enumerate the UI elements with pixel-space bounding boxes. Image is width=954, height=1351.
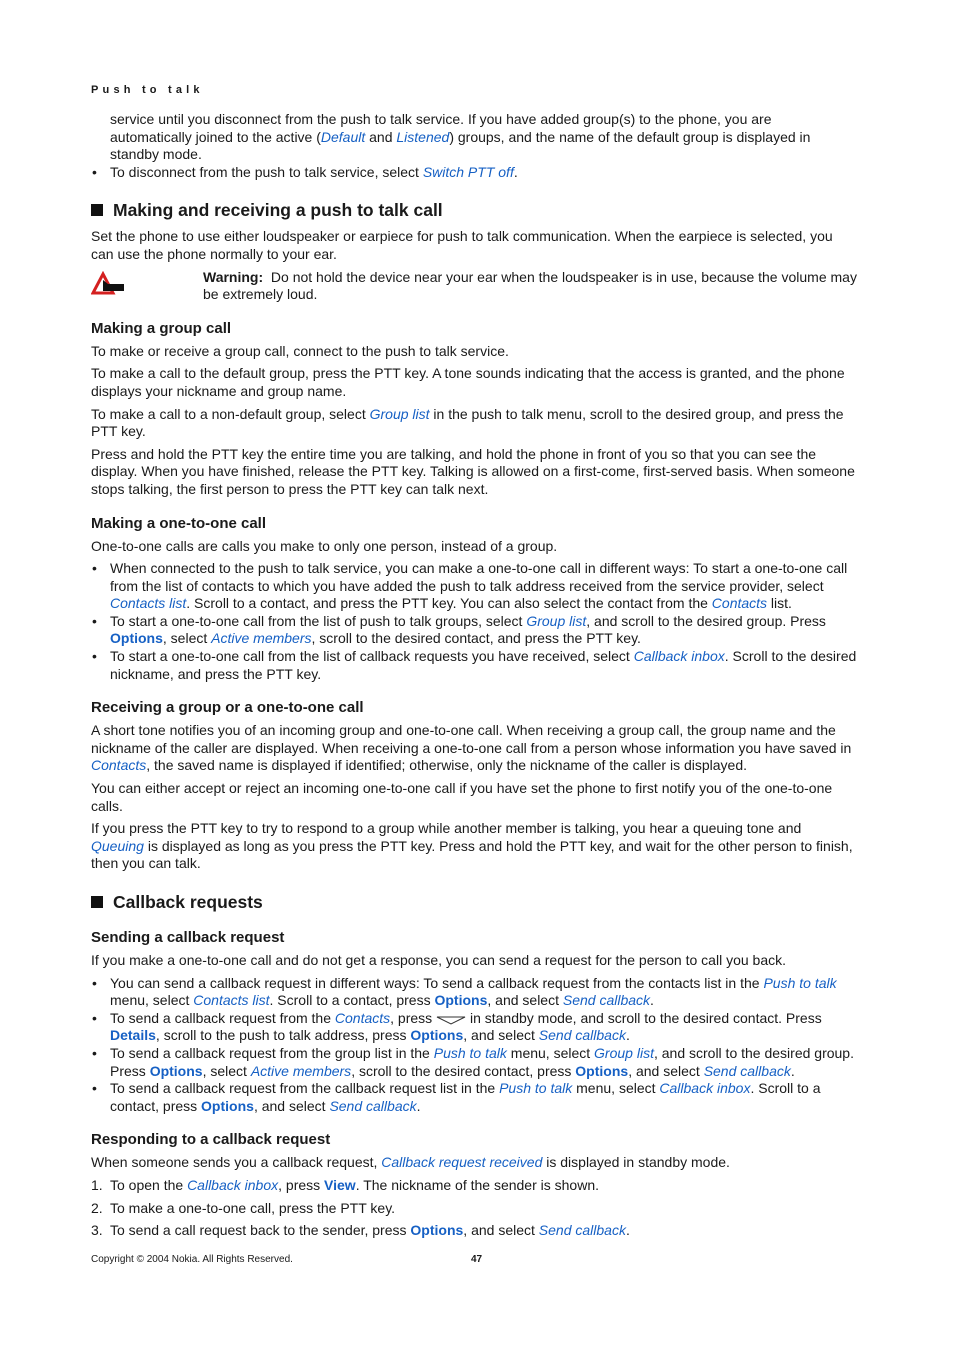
copyright: Copyright © 2004 Nokia. All Rights Reserved. [91, 1254, 293, 1265]
key-options[interactable]: Options [410, 1222, 464, 1239]
list-item [91, 1222, 857, 1240]
text: , and select [463, 1222, 539, 1239]
subsection-heading: Sending a callback request [91, 929, 285, 946]
link-send-callback[interactable]: Send callback [703, 1062, 791, 1079]
list-item [91, 1045, 857, 1080]
subsection-heading: Making a one-to-one call [91, 514, 267, 532]
paragraph [91, 820, 857, 873]
key-options[interactable]: Options [410, 1027, 464, 1044]
link-push-to-talk[interactable]: Push to talk [499, 1080, 573, 1097]
text: . Scroll to a contact, press [110, 1080, 821, 1114]
list-item [91, 1177, 857, 1195]
link-switch-ptt-off[interactable]: Switch PTT off [422, 163, 514, 180]
page-content [91, 111, 857, 1245]
text: menu, select [110, 992, 194, 1009]
list-item [91, 560, 857, 613]
paragraph [91, 1154, 857, 1172]
link-contacts[interactable]: Contacts [91, 757, 147, 774]
list-item [91, 975, 857, 1010]
text: , and scroll to the desired group. Press [586, 612, 826, 629]
text: To send a callback request from the [110, 1009, 335, 1026]
text: in the push to talk menu, scroll to the desired group, and press the PTT key. [91, 405, 844, 440]
link-contacts-list[interactable]: Contacts list [193, 992, 270, 1009]
list-item [91, 1080, 857, 1115]
text: To send a callback request from the group list in the [110, 1044, 434, 1061]
menu-key-icon [436, 1015, 466, 1025]
section-title: Callback requests [113, 892, 263, 912]
link-send-callback[interactable]: Send callback [562, 992, 651, 1009]
text: , the saved name is displayed if identified; otherwise, only the nickname of the caller is displayed. [146, 757, 748, 774]
text: If you press the PTT key to try to respond to a group while another member is talking, you hear a queuing tone and [91, 820, 802, 837]
intro-list [91, 164, 857, 182]
link-send-callback[interactable]: Send callback [538, 1222, 626, 1239]
text: , select [162, 630, 212, 647]
paragraph: To make a call to the default group, press the PTT key. A tone sounds indicating that the access is granted, and the phone displays your nickname and group name. [91, 365, 845, 399]
subsection-heading: Responding to a callback request [91, 1131, 331, 1149]
subsection-heading: Making a group call [91, 319, 232, 337]
link-contacts-list[interactable]: Contacts list [110, 595, 187, 612]
link-active-members[interactable]: Active members [211, 630, 312, 647]
warning-label: Warning: [203, 268, 264, 285]
link-contacts[interactable]: Contacts [711, 595, 768, 612]
text: , and select [463, 1027, 539, 1044]
paragraph [91, 406, 857, 441]
text: To disconnect from the push to talk service, select [110, 163, 423, 180]
bullet-list [91, 975, 857, 1116]
key-options[interactable]: Options [110, 630, 163, 647]
text: is displayed in standby mode. [542, 1154, 730, 1171]
paragraph: If you make a one-to-one call and do not get a response, you can send a request for the person to call you back. [91, 952, 786, 968]
running-header: Push to talk [91, 84, 204, 96]
link-push-to-talk[interactable]: Push to talk [433, 1044, 507, 1061]
section-heading [91, 199, 857, 221]
link-queuing[interactable]: Queuing [91, 837, 144, 854]
text: in standby mode, and scroll to the desired contact. Press [466, 1009, 822, 1026]
link-group-list[interactable]: Group list [526, 612, 587, 629]
key-options[interactable]: Options [434, 992, 488, 1009]
text: . [650, 992, 654, 1009]
text: . [625, 1222, 630, 1239]
key-options[interactable]: Options [575, 1062, 629, 1079]
text: . [625, 1027, 630, 1044]
key-options[interactable]: Options [149, 1062, 203, 1079]
text: , and select [253, 1097, 330, 1114]
paragraph: You can either accept or reject an incoming one-to-one call if you have set the phone to first notify you of the one-to-one calls. [91, 780, 833, 814]
text: menu, select [506, 1044, 595, 1061]
page-number: 47 [471, 1254, 483, 1265]
text: . Scroll to a contact, press [269, 992, 435, 1009]
text: list. [767, 595, 792, 612]
list-item [91, 1010, 857, 1045]
paragraph: Set the phone to use either loudspeaker or earpiece for push to talk communication. When the earpiece is selected, you can use the phone normally to your ear. [91, 228, 833, 262]
warning-icon [91, 271, 127, 295]
numbered-list [91, 1177, 857, 1240]
link-send-callback[interactable]: Send callback [329, 1097, 417, 1114]
paragraph: One-to-one calls are calls you make to only one person, instead of a group. [91, 537, 558, 554]
text: To make a call to a non-default group, select [91, 405, 370, 422]
link-callback-inbox[interactable]: Callback inbox [187, 1176, 279, 1193]
warning-note [91, 269, 857, 304]
text: , scroll to the push to talk address, press [155, 1027, 411, 1044]
link-group-list[interactable]: Group list [369, 405, 430, 422]
link-callback-request-received[interactable]: Callback request received [381, 1154, 543, 1171]
step-number: 3. [91, 1222, 103, 1239]
section-square-icon [91, 204, 103, 216]
text: A short tone notifies you of an incoming group and one-to-one call. When receiving a group call, the group name and the nickname of the caller are displayed. When receiving a one-to-one call from a person whose information you have saved in [91, 722, 852, 756]
key-view[interactable]: View [324, 1176, 356, 1193]
text: To open the [110, 1176, 188, 1193]
paragraph: To make or receive a group call, connect to the push to talk service. [91, 342, 509, 359]
text: , select [202, 1062, 251, 1079]
warning-text: Do not hold the device near your ear when the loudspeaker is in use, because the volume may be extremely loud. [203, 268, 857, 303]
link-callback-inbox[interactable]: Callback inbox [659, 1080, 751, 1097]
text: . The nickname of the sender is shown. [355, 1176, 600, 1193]
section-heading [91, 891, 857, 913]
key-details[interactable]: Details [110, 1027, 156, 1044]
text: is displayed as long as you press the PTT key. Press and hold the PTT key, and wait for the other person to finish, then you can talk. [91, 837, 853, 872]
link-default[interactable]: Default [320, 128, 366, 145]
link-listened[interactable]: Listened [396, 128, 450, 145]
list-item [91, 164, 857, 182]
step-number: 1. [91, 1176, 103, 1193]
link-send-callback[interactable]: Send callback [538, 1027, 626, 1044]
list-item [91, 613, 857, 648]
text: menu, select [572, 1080, 660, 1097]
text: . [513, 163, 518, 180]
link-active-members[interactable]: Active members [250, 1062, 352, 1079]
text: . Scroll to the desired nickname, and press the PTT key. [110, 648, 857, 682]
text: When connected to the push to talk service, you can make a one-to-one call in different ways: To start a one-to-one call from the list of contacts to which you have added the push to talk address received from the service provider, select [110, 560, 848, 594]
paragraph [91, 722, 857, 775]
text: , and select [487, 992, 563, 1009]
subsection-heading: Receiving a group or a one-to-one call [91, 699, 364, 717]
text: service until you disconnect from the push to talk service. If you have added group(s) to the phone, you are automatically joined to the active ( [110, 111, 772, 145]
text: , scroll to the desired contact, press [351, 1062, 576, 1079]
text: . [790, 1062, 795, 1079]
text: . Scroll to a contact, and press the PTT key. You can also select the contact from the [186, 595, 712, 612]
bullet-list [91, 560, 857, 683]
section-title: Making and receiving a push to talk call [113, 200, 443, 221]
text: To start a one-to-one call from the list of push to talk groups, select [110, 612, 527, 629]
text: To send a call request back to the sender, press [110, 1222, 411, 1239]
text: and [365, 128, 397, 145]
text: To make a one-to-one call, press the PTT key. [110, 1199, 396, 1216]
text: , and select [628, 1062, 704, 1079]
text: To send a callback request from the callback request list in the [110, 1080, 500, 1097]
text: To start a one-to-one call from the list of callback requests you have received, select [110, 648, 634, 665]
text: , press [278, 1176, 325, 1193]
paragraph: Press and hold the PTT key the entire time you are talking, and hold the phone in front of you so that you can see the display. When you have finished, release the PTT key. Talking is allowed on a first-come, first-served basis. When someone stops talking, the first person to press the PTT key can talk next. [91, 445, 855, 497]
section-square-icon [91, 896, 103, 908]
list-item [91, 648, 857, 683]
text: . [416, 1097, 421, 1114]
text: When someone sends you a callback request, [91, 1154, 382, 1171]
key-options[interactable]: Options [201, 1097, 254, 1114]
text: You can send a callback request in different ways: To send a callback request from the contacts list in the [110, 974, 764, 991]
list-item [91, 1200, 857, 1218]
text: , press [390, 1009, 437, 1026]
link-push-to-talk[interactable]: Push to talk [763, 974, 837, 991]
text: , and scroll to the desired group. Press [110, 1044, 854, 1079]
text: ) groups, and the name of the default group is displayed in standby mode. [110, 128, 811, 163]
link-callback-inbox[interactable]: Callback inbox [633, 648, 725, 665]
link-contacts[interactable]: Contacts [334, 1009, 391, 1026]
intro-continuation [110, 111, 857, 164]
text: , scroll to the desired contact, and press the PTT key. [311, 630, 641, 647]
link-group-list[interactable]: Group list [594, 1044, 654, 1061]
step-number: 2. [91, 1199, 103, 1216]
